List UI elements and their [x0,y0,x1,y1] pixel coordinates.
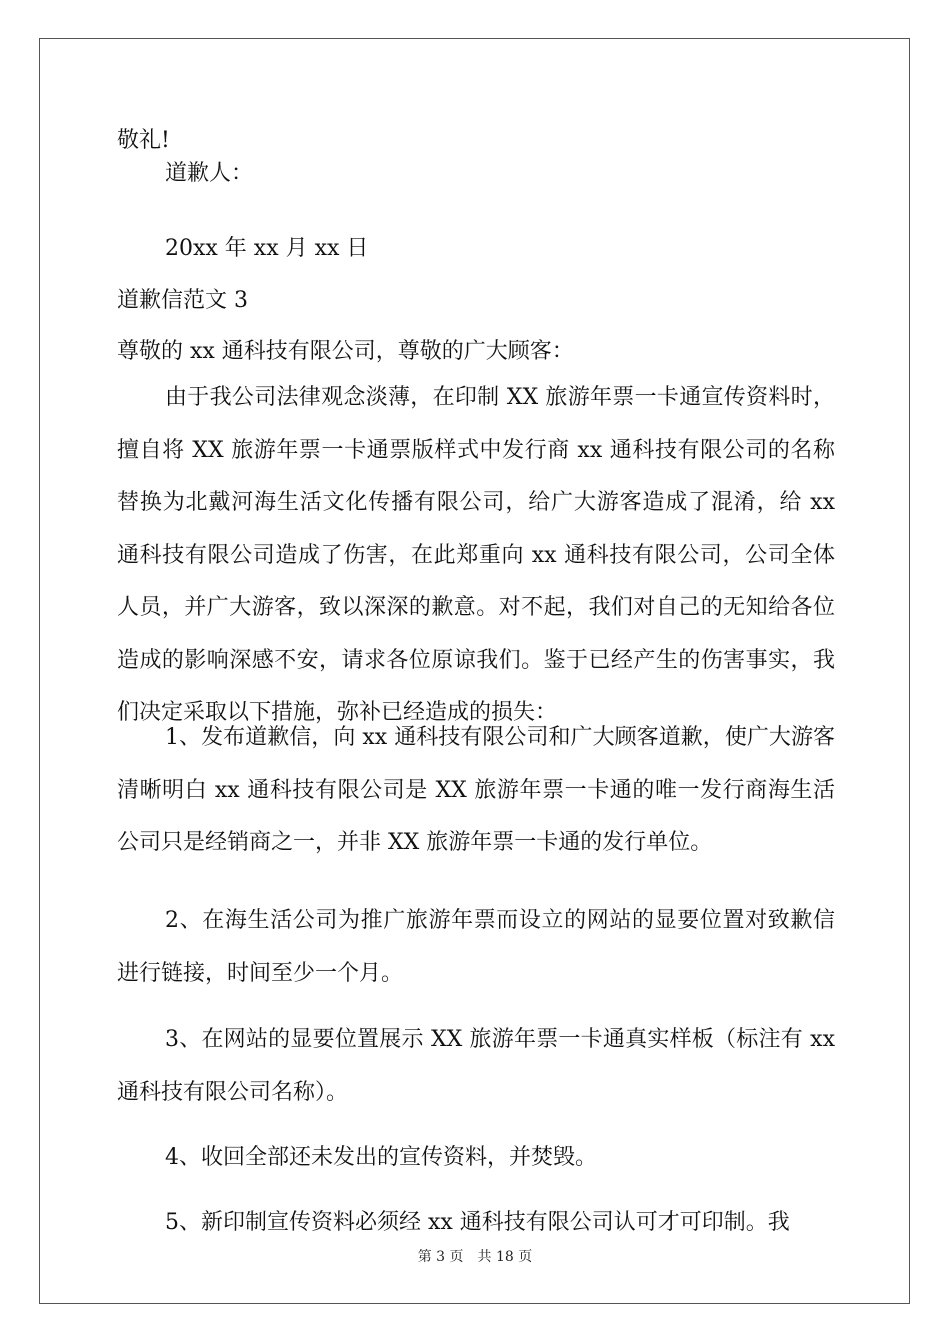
date-line: 20xx 年 xx 月 xx 日 [165,236,369,261]
apologizer-line: 道歉人： [165,161,254,186]
list-item: 4、收回全部还未发出的宣传资料，并焚毁。 [165,1145,597,1170]
body-paragraph: 由于我公司法律观念淡薄，在印制 XX 旅游年票一卡通宣传资料时，擅自将 XX 旅游年票一卡通票版样式中发行商 xx 通科技有限公司的名称替换为北戴河海生活文化传播有限公司，给广大游客造成了混淆，给 xx 通科技有限公司造成了伤害，在此郑重向 xx 通科技有限公司，公司全体人员，并广大游客，致以深深的歉意。对不起，我们对自己的无知给各位造成的影响深感不安，请求各位原谅我们。鉴于已经产生的伤害事实，我们决定采取以下措施，弥补已经造成的损失： [117,385,835,725]
greeting-line: 尊敬的 xx 通科技有限公司，尊敬的广大顾客： [117,339,574,364]
page-total: 共 18 页 [477,1249,533,1265]
list-item: 5、新印制宣传资料必须经 xx 通科技有限公司认可才可印制。我 [165,1210,790,1235]
salutation-close: 敬礼! [117,128,170,153]
list-item: 2、在海生活公司为推广旅游年票而设立的网站的显要位置对致歉信进行链接，时间至少一个月。 [117,908,835,986]
list-item: 3、在网站的显要位置展示 XX 旅游年票一卡通真实样板（标注有 xx 通科技有限公司名称）。 [117,1027,835,1105]
list-item: 1、发布道歉信，向 xx 通科技有限公司和广大顾客道歉，使广大游客清晰明白 xx 通科技有限公司是 XX 旅游年票一卡通的唯一发行商海生活公司只是经销商之一，并非 XX 旅游年票一卡通的发行单位。 [117,725,835,855]
page-footer [0,1246,950,1266]
page-number: 第 3 页 [417,1249,464,1265]
section-title: 道歉信范文 3 [117,288,248,313]
